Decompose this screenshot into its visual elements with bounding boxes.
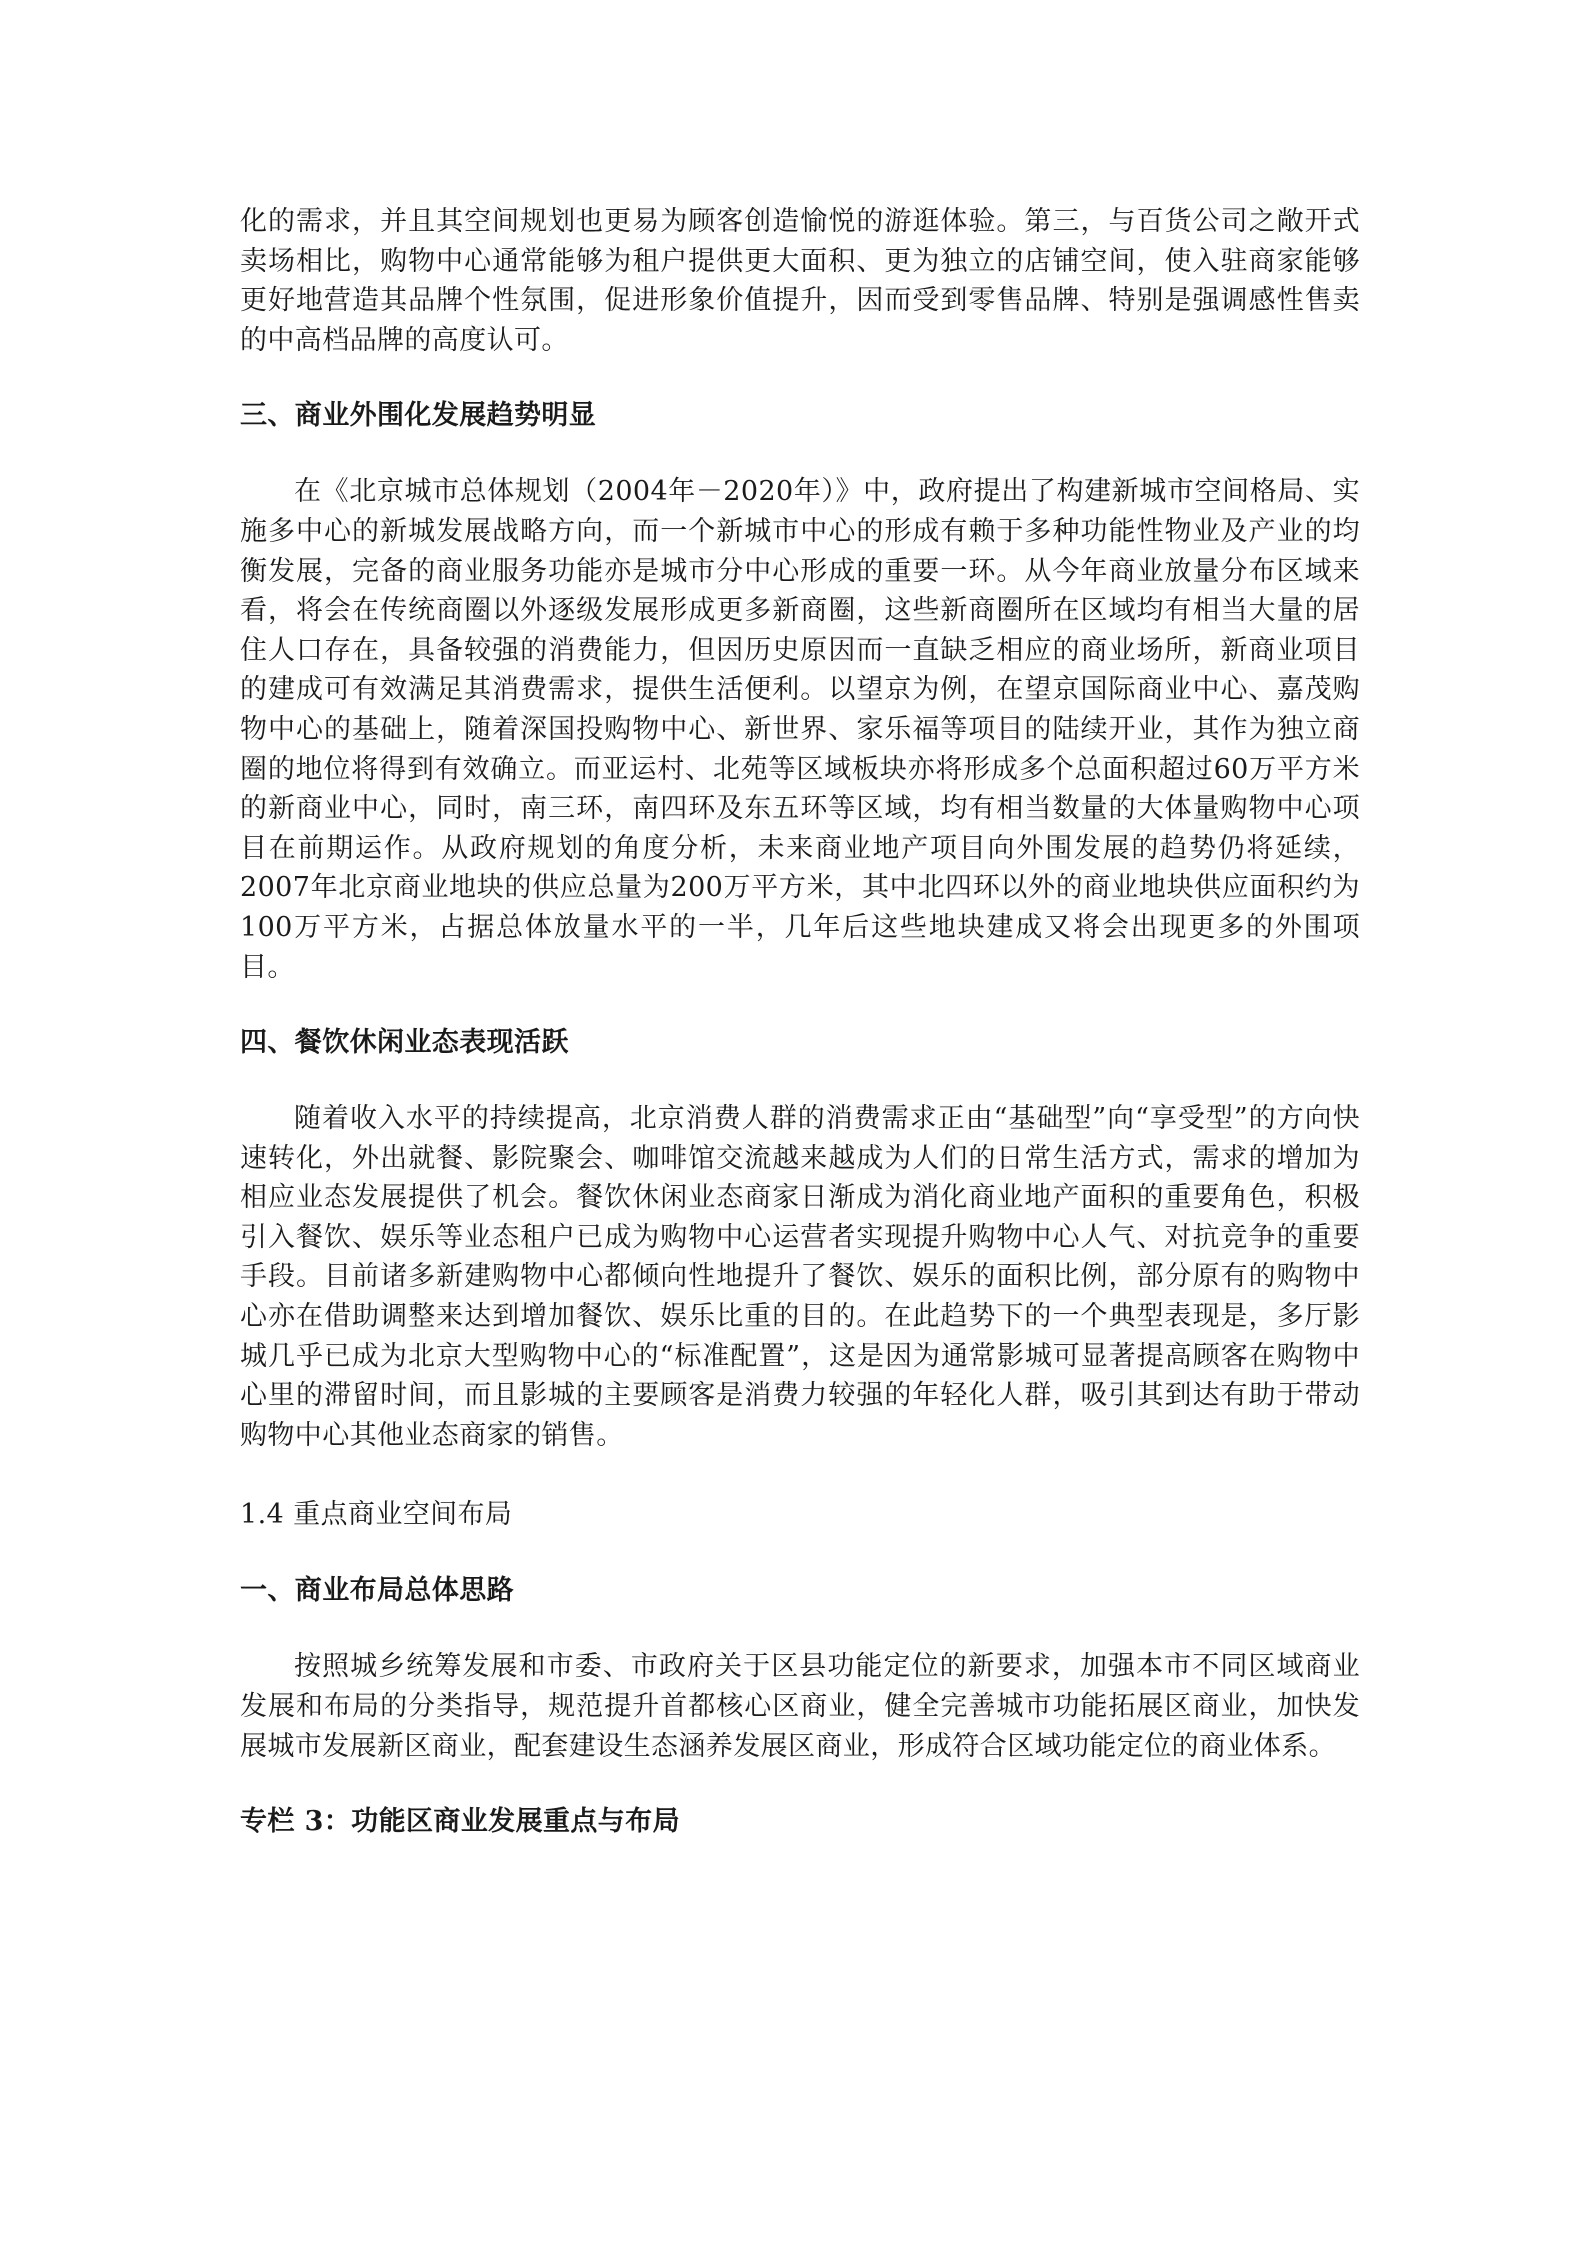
document-page [240,202,1360,1842]
section-3-heading: 三、商业外围化发展趋势明显 [240,400,597,432]
subsection-1-paragraph: 按照城乡统筹发展和市委、市政府关于区县功能定位的新要求，加强本市不同区域商业发展和布局的分类指导，规范提升首都核心区商业，健全完善城市功能拓展区商业，加快发展城市发展新区商业，配套建设生态涵养发展区商业，形成符合区域功能定位的商业体系。 [240,1651,1360,1762]
subsection-1-heading: 一、商业布局总体思路 [240,1575,514,1607]
section-1-4-heading: 1.4 重点商业空间布局 [240,1499,513,1531]
section-3-paragraph: 在《北京城市总体规划（2004年－2020年）》中，政府提出了构建新城市空间格局、实施多中心的新城发展战略方向，而一个新城市中心的形成有赖于多种功能性物业及产业的均衡发展，完备的商业服务功能亦是城市分中心形成的重要一环。从今年商业放量分布区域来看，将会在传统商圈以外逐级发展形成更多新商圈，这些新商圈所在区域均有相当大量的居住人口存在，具备较强的消费能力，但因历史原因而一直缺乏相应的商业场所，新商业项目的建成可有效满足其消费需求，提供生活便利。以望京为例，在望京国际商业中心、嘉茂购物中心的基础上，随着深国投购物中心、新世界、家乐福等项目的陆续开业，其作为独立商圈的地位将得到有效确立。而亚运村、北苑等区域板块亦将形成多个总面积超过60万平方米的新商业中心，同时，南三环，南四环及东五环等区域，均有相当数量的大体量购物中心项目在前期运作。从政府规划的角度分析，未来商业地产项目向外围发展的趋势仍将延续，2007年北京商业地块的供应总量为200万平方米，其中北四环以外的商业地块供应面积约为100万平方米，占据总体放量水平的一半，几年后这些地块建成又将会出现更多的外围项目。 [240,476,1360,983]
column-3-heading: 专栏 3：功能区商业发展重点与布局 [240,1806,680,1838]
section-4-paragraph: 随着收入水平的持续提高，北京消费人群的消费需求正由“基础型”向“享受型”的方向快速转化，外出就餐、影院聚会、咖啡馆交流越来越成为人们的日常生活方式，需求的增加为相应业态发展提供了机会。餐饮休闲业态商家日渐成为消化商业地产面积的重要角色，积极引入餐饮、娱乐等业态租户已成为购物中心运营者实现提升购物中心人气、对抗竞争的重要手段。目前诸多新建购物中心都倾向性地提升了餐饮、娱乐的面积比例，部分原有的购物中心亦在借助调整来达到增加餐饮、娱乐比重的目的。在此趋势下的一个典型表现是，多厅影城几乎已成为北京大型购物中心的“标准配置”，这是因为通常影城可显著提高顾客在购物中心里的滞留时间，而且影城的主要顾客是消费力较强的年轻化人群，吸引其到达有助于带动购物中心其他业态商家的销售。 [240,1103,1360,1451]
continued-paragraph: 化的需求，并且其空间规划也更易为顾客创造愉悦的游逛体验。第三，与百货公司之敞开式卖场相比，购物中心通常能够为租户提供更大面积、更为独立的店铺空间，使入驻商家能够更好地营造其品牌个性氛围，促进形象价值提升，因而受到零售品牌、特别是强调感性售卖的中高档品牌的高度认可。 [240,206,1360,356]
section-4-heading: 四、餐饮休闲业态表现活跃 [240,1027,569,1059]
